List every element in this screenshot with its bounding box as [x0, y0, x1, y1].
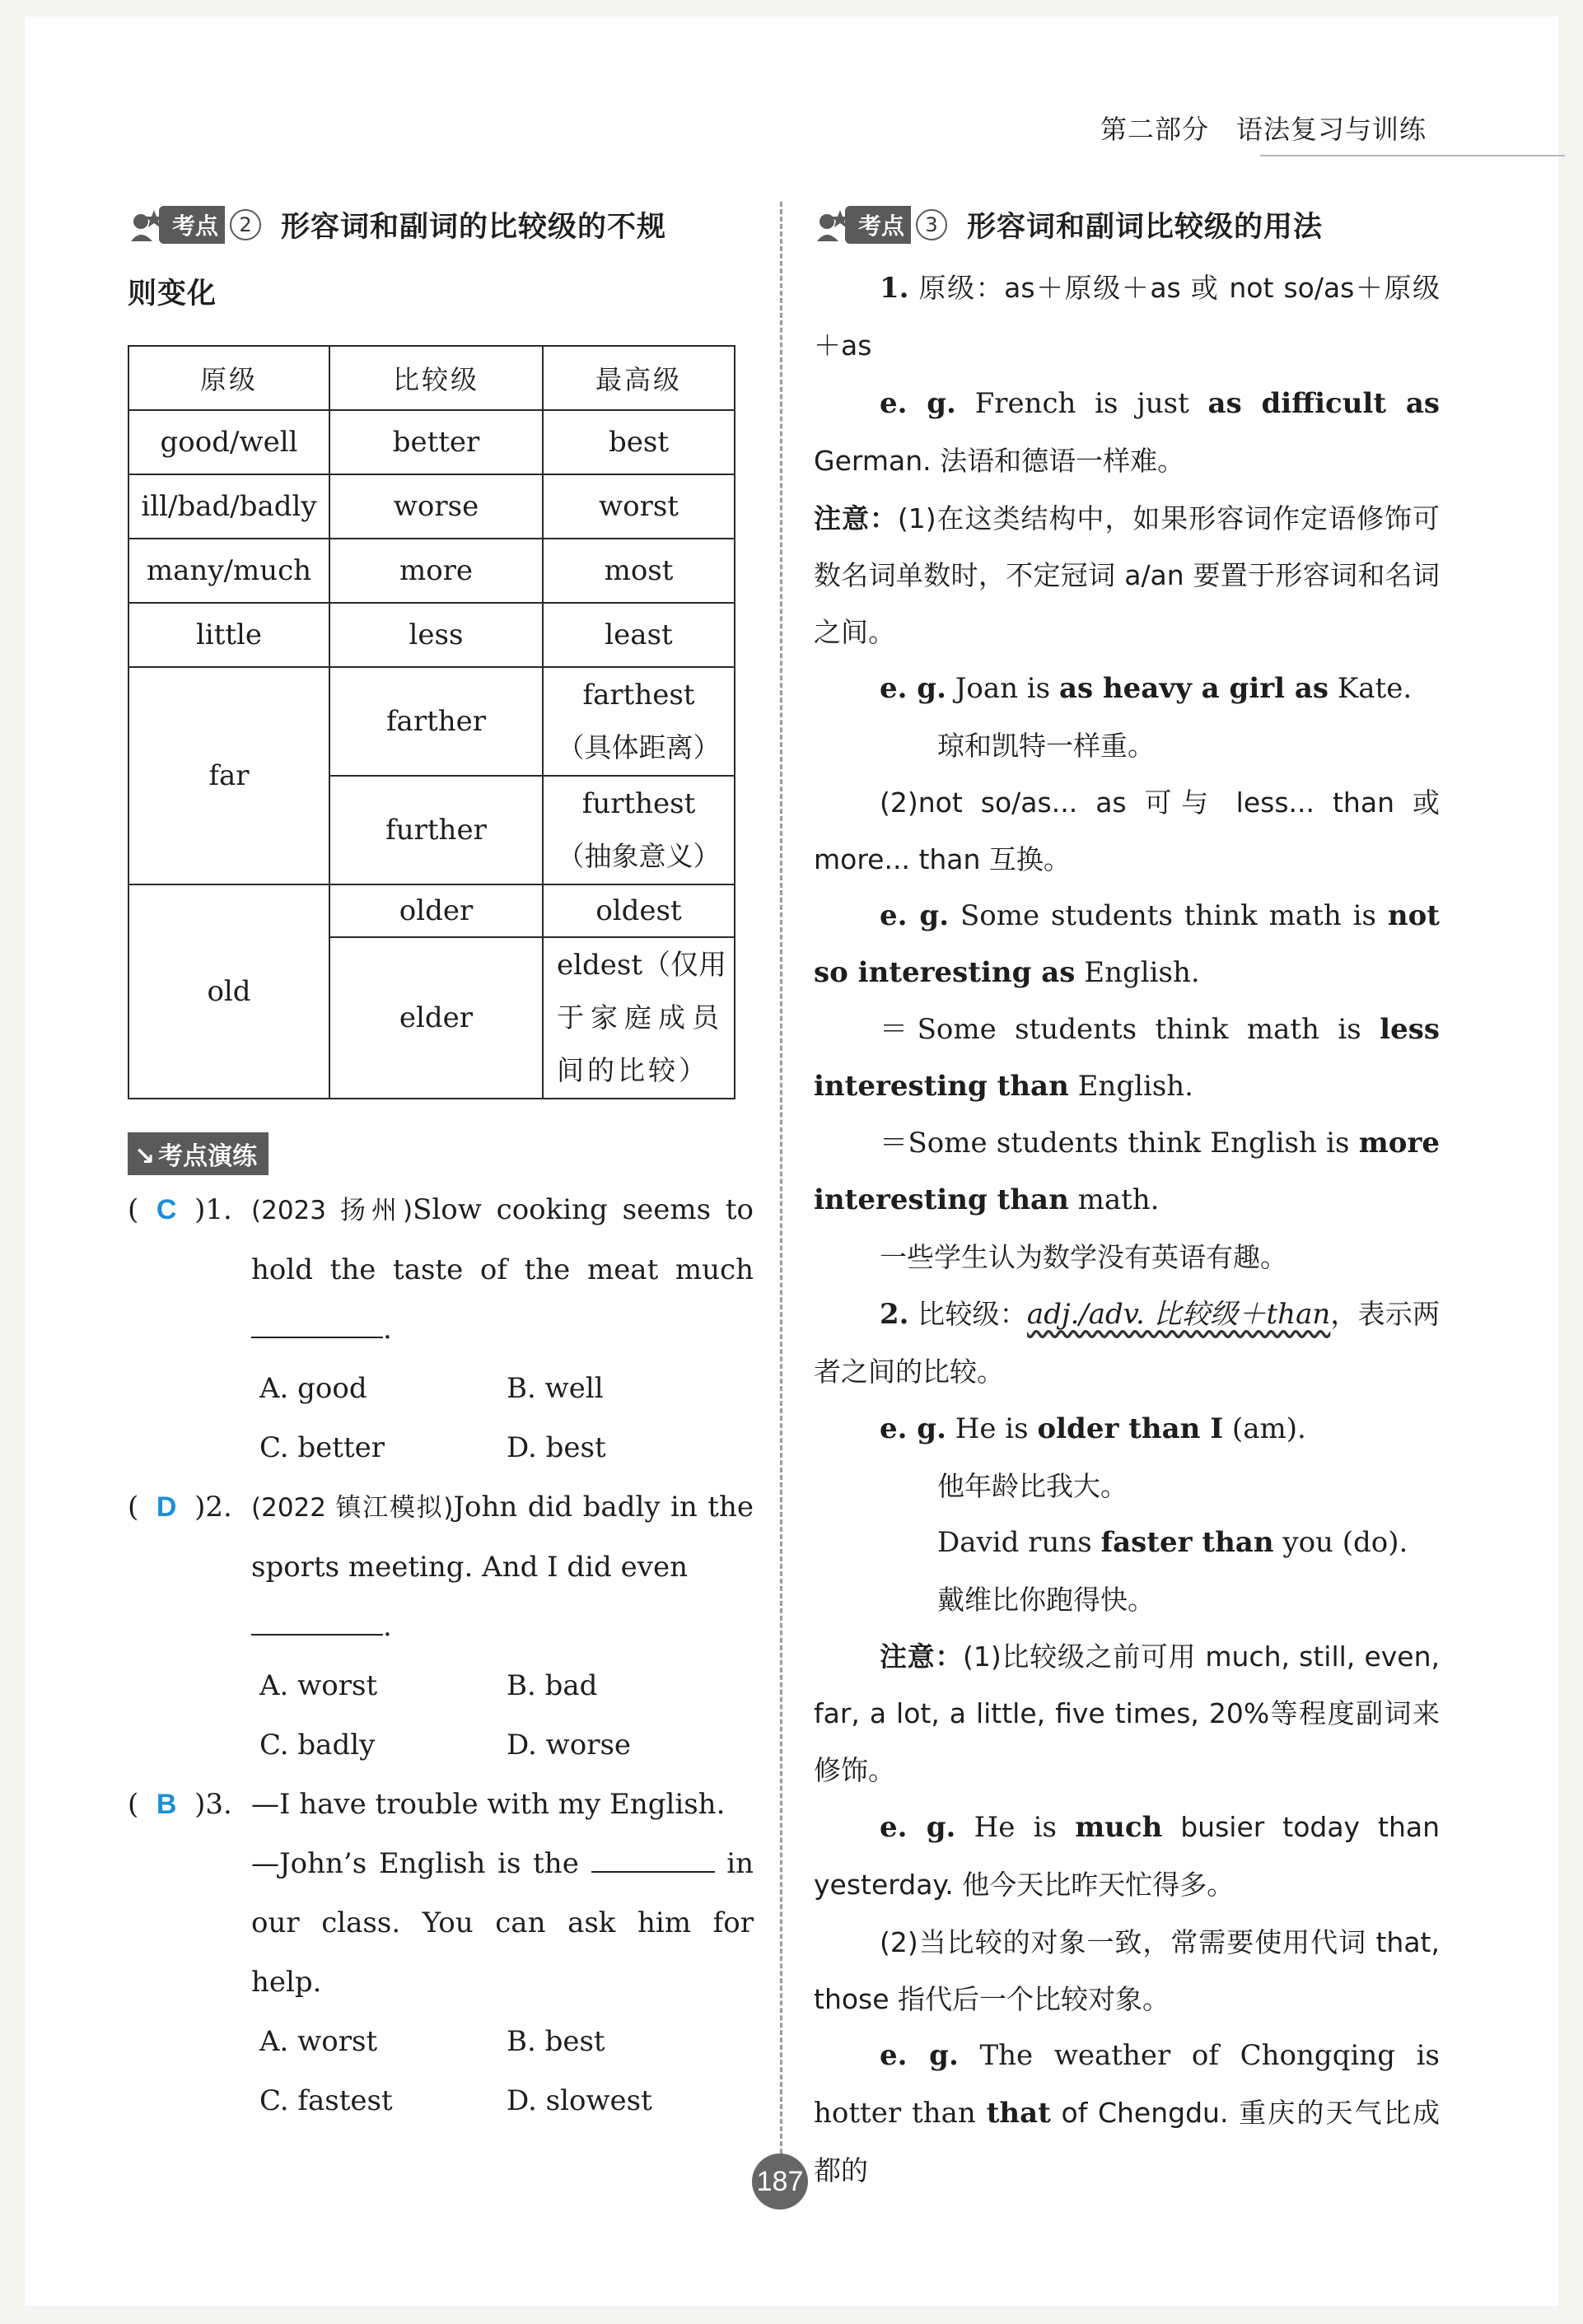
question-text-end: . — [383, 1610, 392, 1643]
table-cell — [543, 937, 735, 1099]
option-c: C. badly — [259, 1729, 376, 1762]
section-title-line2: 则变化 — [128, 278, 217, 310]
answer-blank — [251, 1309, 383, 1338]
option-a: A. worst — [259, 2025, 378, 2058]
cell-line: eldest（仅用 — [557, 949, 726, 982]
option-d: D. best — [507, 1431, 606, 1464]
eg-highlight: faster than — [1100, 1526, 1274, 1559]
answer-blank — [591, 1843, 715, 1873]
practice-title — [128, 1132, 269, 1175]
table-cell — [543, 776, 735, 884]
column-divider — [780, 202, 782, 2154]
eg-text: Joan is — [946, 672, 1059, 705]
eg-text: math. — [1068, 1183, 1160, 1216]
example-3-alt-1 — [814, 1001, 1440, 1115]
table-header-row — [128, 346, 735, 410]
left-column — [128, 202, 754, 2130]
rule-text: 原级：as＋原级＋as 或 not so/as＋原级＋as — [814, 272, 1440, 362]
eg-text: (am). — [1223, 1412, 1306, 1445]
question-text: Slow cooking seems to hold the taste of the meat much — [251, 1193, 754, 1286]
answer-letter: C — [156, 1194, 177, 1225]
irregular-comparison-table — [128, 345, 735, 1099]
eg-text: of Chengdu. 重庆的天气比成都的 — [814, 2097, 1440, 2186]
option-a: A. good — [259, 1372, 367, 1405]
example-6 — [814, 1799, 1440, 1914]
eg-text: busier today than yesterday. 他今天比昨天忙得多。 — [814, 1811, 1440, 1901]
right-column — [814, 202, 1440, 2200]
question-text-end: . — [383, 1313, 392, 1346]
eg-label: e. g. — [880, 1811, 956, 1844]
section-title-line1: 形容词和副词的比较级的不规 — [281, 211, 667, 244]
rule-1 — [814, 259, 1440, 375]
question-number: )2. — [194, 1491, 232, 1524]
question-number: )1. — [194, 1193, 232, 1226]
section-title: 形容词和副词比较级的用法 — [967, 211, 1324, 244]
option-a: A. worst — [259, 1669, 378, 1702]
header-comparative: 比较级 — [329, 346, 543, 410]
example-5-translation: 戴维比你跑得快。 — [937, 1584, 1155, 1616]
table-cell — [543, 667, 735, 776]
table-cell: many/much — [128, 539, 329, 603]
eg-text: ＝Some students think math is — [880, 1013, 1380, 1046]
table-cell: better — [329, 410, 543, 474]
answer-slot: ( C )1. — [128, 1193, 232, 1226]
eg-text: He is — [946, 1412, 1038, 1445]
option-d: D. worse — [507, 1729, 632, 1762]
rule-text: ，表示两者之间的比较。 — [814, 1298, 1440, 1388]
eg-highlight: that — [986, 2097, 1051, 2130]
eg-highlight: as difficult as — [1207, 387, 1441, 420]
question-3 — [128, 1775, 754, 2012]
header-positive: 原级 — [128, 346, 329, 410]
note-label: 注意： — [880, 1640, 964, 1673]
table-row — [128, 603, 735, 667]
eg-highlight: not so interesting as — [814, 899, 1440, 989]
table-cell: worst — [543, 474, 735, 539]
example-3-translation: 一些学生认为数学没有英语有趣。 — [880, 1241, 1287, 1273]
note-3 — [814, 1628, 1440, 1799]
eg-highlight: older than I — [1037, 1412, 1224, 1445]
rule-text: 比较级： — [908, 1298, 1027, 1330]
eg-text: The weather of Chongqing is hotter than — [814, 2039, 1440, 2130]
cell-line: furthest — [581, 787, 696, 820]
table-cell: less — [329, 603, 543, 667]
question-2-options — [259, 1656, 754, 1775]
eg-label: e. g. — [880, 899, 950, 932]
eg-text: English. — [1068, 1070, 1193, 1103]
note-text: (1)在这类结构中，如果形容词作定语修饰可数名词单数时，不定冠词 a/an 要置于形容词和名词之间。 — [814, 502, 1441, 648]
table-cell: older — [329, 884, 543, 937]
question-text: —John’s English is the — [251, 1847, 579, 1880]
eg-text: ＝Some students think English is — [880, 1127, 1359, 1160]
eg-text: Some students think math is — [949, 899, 1388, 932]
option-c: C. fastest — [259, 2084, 393, 2117]
eg-text: English. — [1075, 956, 1200, 989]
eg-highlight: as heavy a girl as — [1058, 672, 1329, 705]
option-d: D. slowest — [507, 2084, 652, 2117]
answer-slot: ( D )2. — [128, 1491, 232, 1524]
badge-label: 考点 — [845, 206, 911, 244]
table-cell: good/well — [128, 410, 329, 474]
cell-line: 于家庭成员 — [557, 1001, 726, 1034]
question-1-options — [259, 1359, 754, 1477]
note-1 — [814, 490, 1440, 660]
table-row — [128, 667, 735, 776]
question-stem — [251, 1477, 754, 1656]
table-cell: ill/bad/badly — [128, 474, 329, 539]
section-badge — [814, 206, 947, 244]
example-5 — [814, 1514, 1440, 1571]
eg-text: French is just — [955, 387, 1208, 420]
header-superlative: 最高级 — [543, 346, 735, 410]
question-text-end: in our class. You can ask him for help. — [251, 1847, 754, 1999]
badge-number: 2 — [230, 209, 261, 240]
table-cell: more — [329, 539, 543, 603]
option-b: B. best — [507, 2025, 605, 2058]
eg-highlight: more interesting than — [814, 1127, 1440, 1216]
example-7 — [814, 2028, 1440, 2200]
eg-text: you (do). — [1273, 1526, 1408, 1559]
page-number: 187 — [752, 2154, 808, 2210]
question-text: John did badly in the sports meeting. And I did even — [251, 1491, 754, 1584]
badge-label: 考点 — [159, 206, 225, 244]
dialogue-line-2 — [251, 1834, 754, 2012]
table-cell: elder — [329, 937, 543, 1099]
eg-text: Kate. — [1329, 672, 1413, 705]
table-cell: farther — [329, 667, 543, 776]
table-cell: best — [543, 410, 735, 474]
example-1 — [814, 375, 1440, 490]
rule-number: 1. — [880, 272, 909, 305]
table-cell: oldest — [543, 884, 735, 937]
cell-line: （具体距离） — [557, 731, 721, 763]
cell-line: 间的比较） — [557, 1054, 709, 1086]
option-b: B. well — [507, 1372, 604, 1405]
eg-label: e. g. — [880, 672, 946, 705]
example-4 — [814, 1401, 1440, 1458]
question-stem — [251, 1775, 754, 2012]
answer-letter: D — [156, 1491, 177, 1523]
question-3-options — [259, 2012, 754, 2130]
dialogue-line-1: —I have trouble with my English. — [251, 1788, 726, 1821]
table-cell: far — [128, 667, 329, 884]
table-row — [128, 539, 735, 603]
rule-2 — [814, 1286, 1440, 1401]
example-3 — [814, 888, 1440, 1001]
note-label: 注意： — [814, 502, 898, 534]
eg-label: e. g. — [880, 1412, 946, 1445]
practice-title-text: 考点演练 — [158, 1142, 258, 1171]
table-cell: least — [543, 603, 735, 667]
example-2 — [814, 660, 1440, 717]
answer-letter: B — [156, 1789, 177, 1820]
rule-number: 2. — [880, 1298, 909, 1331]
example-4-translation: 他年龄比我大。 — [937, 1470, 1128, 1502]
textbook-page — [25, 16, 1558, 2306]
table-cell: old — [128, 884, 329, 1099]
section-badge — [128, 206, 261, 244]
eg-label: e. g. — [880, 387, 956, 420]
note-4: (2)当比较的对象一致，常需要使用代词 that, those 指代后一个比较对象。 — [814, 1926, 1440, 2015]
eg-text: David runs — [937, 1526, 1101, 1559]
example-2-translation: 琼和凯特一样重。 — [937, 730, 1155, 762]
badge-number: 3 — [916, 209, 947, 240]
question-source: (2023 扬州) — [251, 1196, 413, 1225]
example-3-alt-2 — [814, 1115, 1440, 1229]
table-row — [128, 474, 735, 539]
question-number: )3. — [194, 1788, 232, 1821]
table-row — [128, 410, 735, 474]
eg-text: He is — [955, 1811, 1076, 1844]
header-rule — [1260, 155, 1565, 156]
table-cell: worse — [329, 474, 543, 539]
question-source: (2022 镇江模拟) — [251, 1493, 454, 1523]
note-text: (1)比较级之前可用 much, still, even, far, a lot, a little, five times, 20%等程度副词来修饰。 — [814, 1640, 1441, 1786]
section-head-3 — [814, 202, 1440, 248]
cell-line: （抽象意义） — [557, 840, 721, 872]
answer-slot: ( B )3. — [128, 1788, 232, 1821]
option-c: C. better — [259, 1431, 385, 1464]
answer-blank — [251, 1606, 383, 1636]
question-1 — [128, 1180, 754, 1359]
option-b: B. bad — [507, 1669, 598, 1702]
rule-formula: adj./adv. 比较级＋than — [1026, 1298, 1331, 1331]
eg-label: e. g. — [880, 2039, 959, 2072]
eg-highlight: less interesting than — [814, 1013, 1440, 1103]
running-header: 第二部分 语法复习与训练 — [1100, 114, 1427, 145]
eg-text: German. 法语和德语一样难。 — [814, 445, 1185, 477]
table-cell: little — [128, 603, 329, 667]
section-head-2 — [128, 202, 754, 248]
eg-highlight: much — [1075, 1811, 1163, 1844]
question-stem — [251, 1180, 754, 1359]
arrow-icon: ↘ — [134, 1142, 156, 1171]
question-2 — [128, 1477, 754, 1656]
table-cell: further — [329, 776, 543, 884]
table-row — [128, 884, 735, 937]
note-2: (2)not so/as... as 可与 less... than 或 more... than 互换。 — [814, 786, 1440, 875]
cell-line: farthest — [582, 679, 695, 712]
table-cell: most — [543, 539, 735, 603]
